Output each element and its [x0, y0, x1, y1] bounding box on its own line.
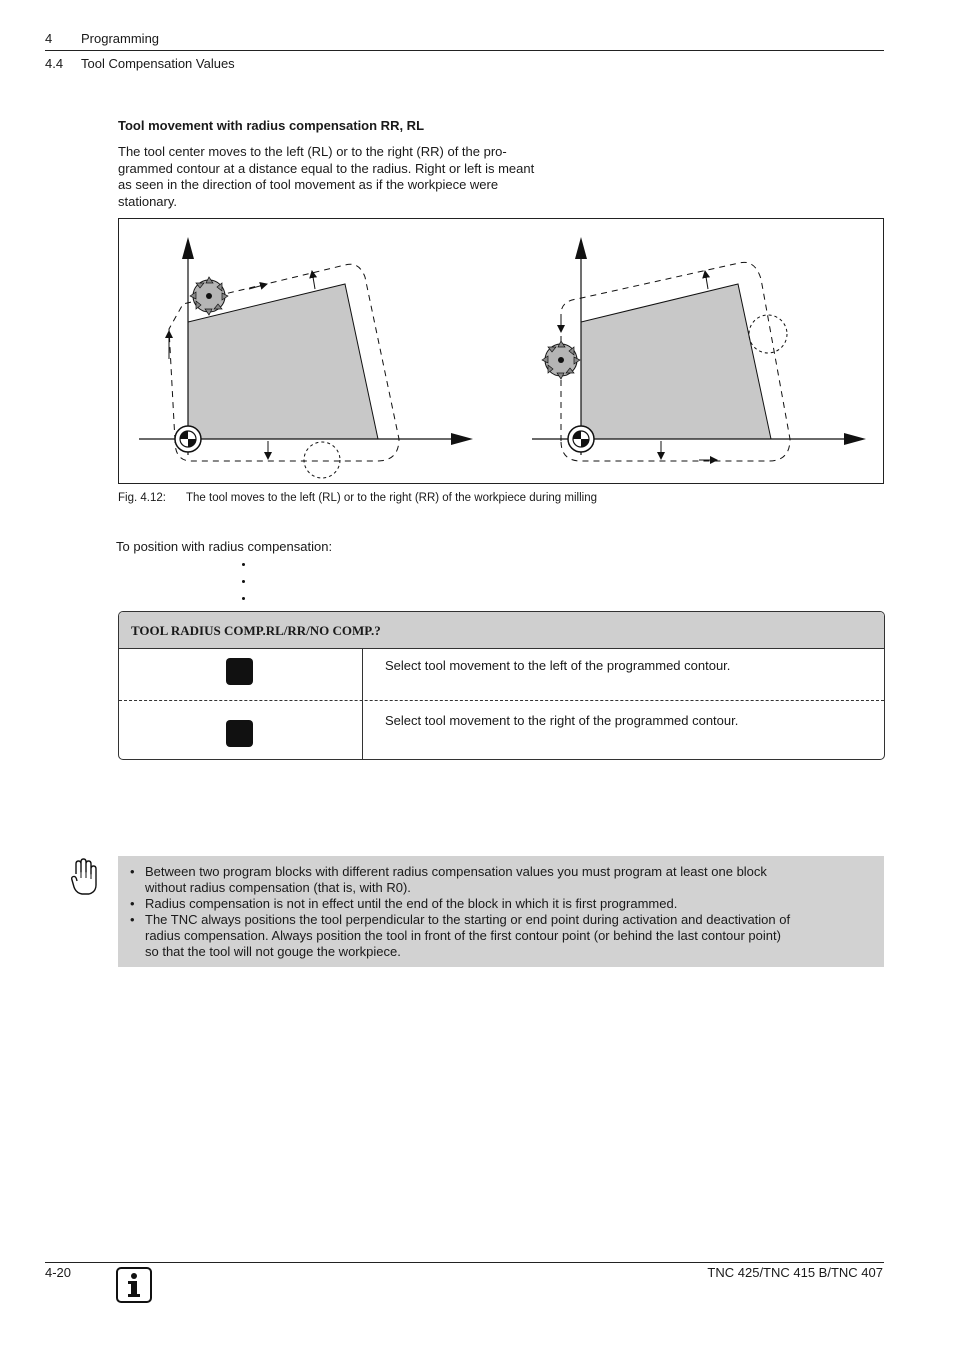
rr-key-icon [226, 720, 253, 747]
intro-paragraph [118, 144, 593, 210]
intro-line: stationary. [118, 193, 178, 209]
ellipsis-dot [242, 580, 245, 583]
rl-key-icon [226, 658, 253, 685]
radius-arrow [705, 271, 708, 289]
dialog-row-description: Select tool movement to the left of the programmed contour. [385, 658, 731, 673]
radius-arrow [312, 271, 315, 289]
rl-diagram [139, 237, 473, 478]
tool-outline-circle [304, 442, 340, 478]
tool-outline-circle [749, 315, 787, 353]
footer-rule [45, 1262, 884, 1263]
path-direction-arrow [249, 284, 267, 289]
intro-line: grammed contour at a distance equal to the radius. Right or left is meant [118, 160, 535, 176]
milling-cutter-icon [190, 277, 228, 315]
chapter-title: Programming [81, 31, 160, 46]
x-axis-arrowhead [844, 433, 866, 445]
y-axis-arrowhead [575, 237, 587, 259]
radius-compensation-diagram [119, 219, 883, 483]
figure-caption-text: The tool moves to the left (RL) or to the right (RR) of the workpiece during milling [186, 492, 597, 504]
note-line: • Radius compensation is not in effect until the end of the block in which it is first programmed. [145, 896, 678, 911]
intro-line: The tool center moves to the left (RL) or to the right (RR) of the pro- [118, 144, 507, 159]
model-name: TNC 425/TNC 415 B/TNC 407 [707, 1265, 883, 1280]
note-line: • The TNC always positions the tool perpendicular to the starting or end point during activation and deactivation of [145, 912, 791, 927]
dialog-row-description: Select tool movement to the right of the programmed contour. [385, 713, 739, 728]
figure-box [118, 218, 884, 484]
page-number: 4-20 [45, 1265, 72, 1280]
info-icon [116, 1267, 152, 1303]
note-line: radius compensation. Always position the tool in front of the first contour point (or behind the last contour point) [145, 928, 781, 943]
subsection-title: Tool movement with radius compensation RR, RL [118, 118, 425, 133]
x-axis-arrowhead [451, 433, 473, 445]
dialog-header [119, 612, 884, 649]
dialog-table [118, 611, 885, 760]
intro-line: as seen in the direction of tool movement as if the workpiece were [118, 177, 499, 192]
note-item [130, 864, 874, 896]
workpiece-shape [581, 284, 771, 439]
procedure-intro: To position with radius compensation: [116, 539, 333, 554]
datum-symbol [568, 426, 594, 452]
figure-caption [118, 492, 597, 504]
header-rule [45, 50, 884, 51]
ellipsis-dot [242, 563, 245, 566]
note-item [130, 912, 874, 960]
ellipsis-dot [242, 597, 245, 600]
note-line: • Between two program blocks with different radius compensation values you must program at least one block [145, 864, 767, 879]
note-line: without radius compensation (that is, with R0). [145, 880, 411, 895]
note-list [118, 856, 884, 960]
y-axis-arrowhead [182, 237, 194, 259]
row-divider [119, 700, 884, 701]
rr-diagram [532, 237, 866, 461]
note-box [118, 856, 884, 967]
dialog-prompt: TOOL RADIUS COMP.RL/RR/NO COMP.? [131, 623, 381, 638]
pointing-hand-icon [70, 858, 100, 903]
chapter-number: 4 [45, 31, 53, 46]
column-divider [362, 649, 363, 759]
note-line: so that the tool will not gouge the workpiece. [145, 944, 401, 959]
milling-cutter-icon [542, 341, 580, 379]
section-number: 4.4 [45, 56, 64, 71]
note-item [130, 896, 874, 912]
section-title: Tool Compensation Values [81, 56, 235, 71]
figure-number: Fig. 4.12: [118, 492, 166, 504]
datum-symbol [175, 426, 201, 452]
